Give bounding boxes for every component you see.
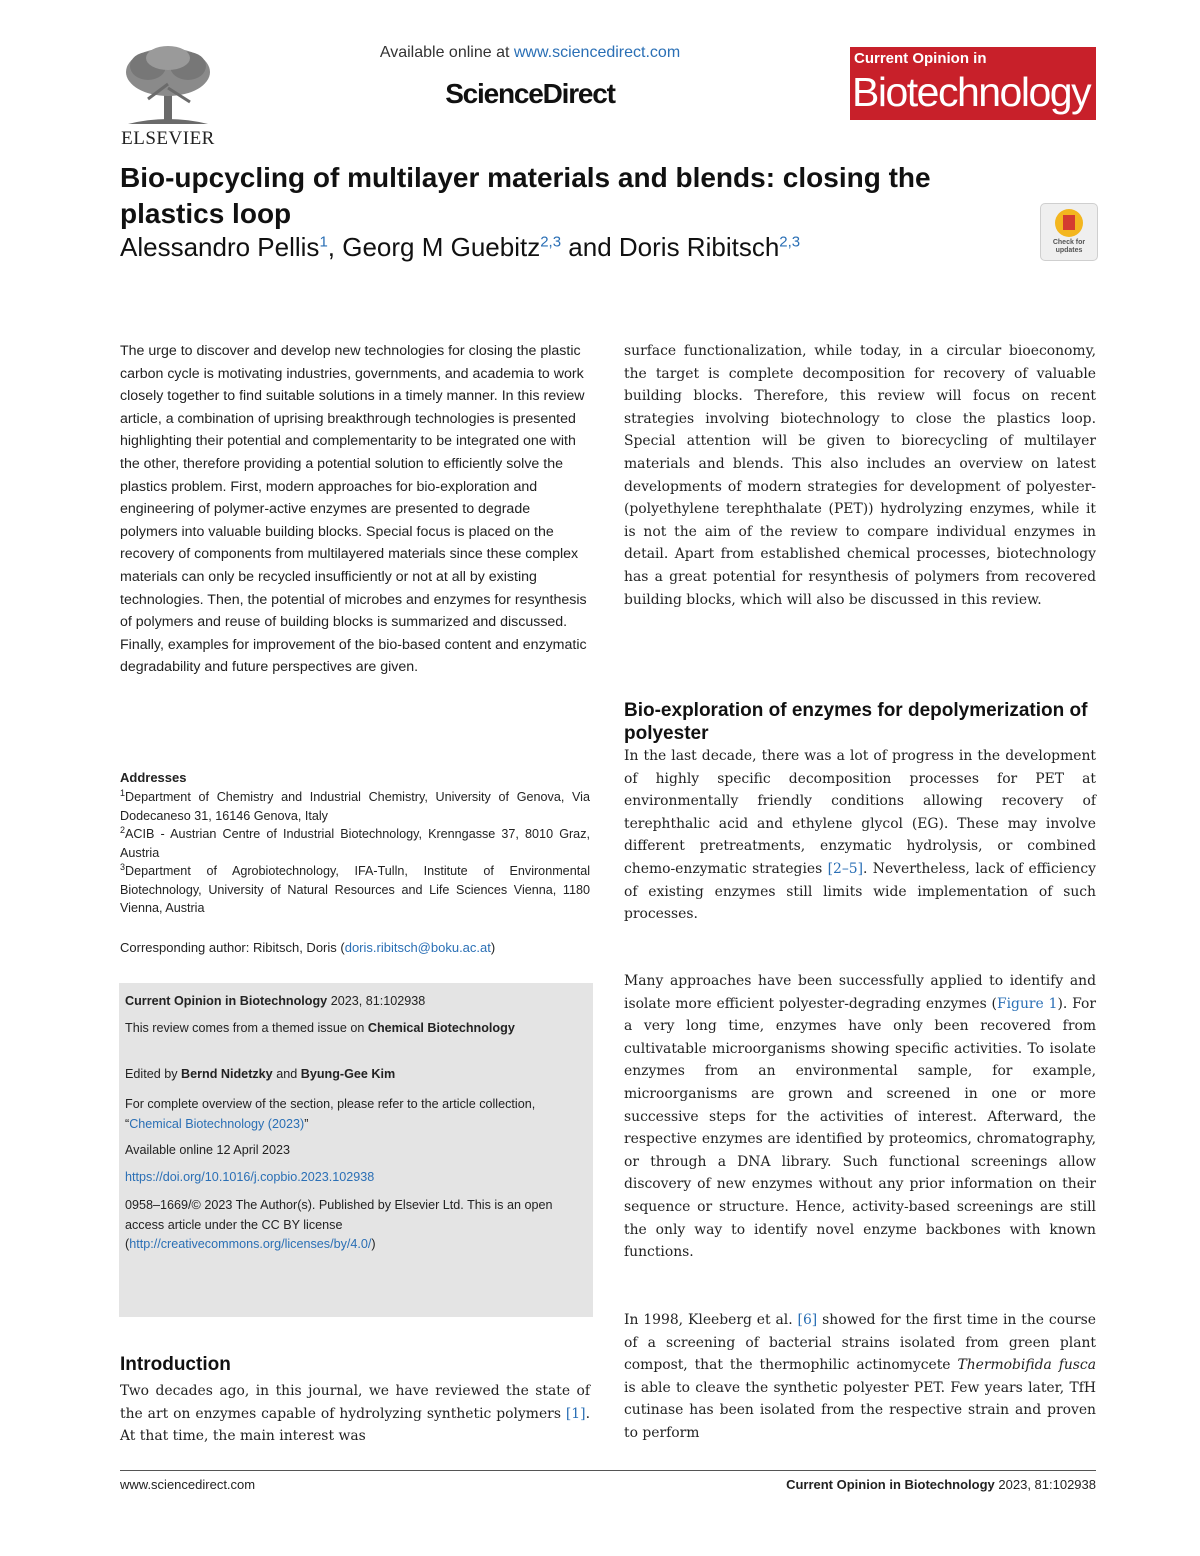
footer-website[interactable]: www.sciencedirect.com <box>120 1477 256 1492</box>
author-affiliation[interactable]: 1 <box>319 233 328 251</box>
info-journal-ref: 2023, 81:102938 <box>327 994 426 1008</box>
body-text: ). For a very long time, enzymes have only been recovered from cultivatable microorganisms showing specific activities. To isolate enzymes from an environmental sample, for example, microorganisms are grown and screened in one or more successive steps for the activities of interest. Afterward, the respective enzymes are identified by proteomics, chromatography, or through a DNA library. Such functional screenings allow discovery of new enzymes without any prior information on their sequence or structure. Hence, activity-based screenings are still the only way to identify novel enzyme backbones with known functions. <box>624 995 1096 1261</box>
reference-link[interactable]: [1] <box>565 1405 586 1422</box>
reference-link[interactable]: [2–5] <box>827 860 864 877</box>
info-overview <box>125 1095 583 1134</box>
address-item <box>120 862 590 918</box>
figure-link[interactable]: Figure 1 <box>996 995 1058 1012</box>
section-heading: Bio-exploration of enzymes for depolymerization of polyester <box>624 700 1088 744</box>
info-license-prefix: 0958–1669/© 2023 The Author(s). Published by Elsevier Ltd. This is an open access article under the CC BY license ( <box>125 1198 553 1251</box>
species-name: Thermobifida fusca <box>957 1357 1096 1374</box>
address-number: 3 <box>120 861 126 872</box>
info-editor: Bernd Nidetzky <box>181 1067 273 1081</box>
author-affiliation[interactable]: 2,3 <box>779 233 801 251</box>
address-text: Department of Agrobiotechnology, IFA-Tulln, Institute of Environmental Biotechnology, University of Natural Resources and Life Sciences Vienna, 1180 Vienna, Austria <box>120 864 590 915</box>
introduction-heading: Introduction <box>120 1354 231 1375</box>
check-for-updates-label: Check for updates <box>1052 239 1086 254</box>
info-editors <box>125 1065 583 1085</box>
corresponding-author <box>120 938 590 957</box>
available-prefix: Available online at <box>379 44 510 61</box>
address-text: Department of Chemistry and Industrial Chemistry, University of Genova, Via Dodecaneso 31, 16146 Genova, Italy <box>120 790 590 823</box>
info-themed-topic: Chemical Biotechnology <box>367 1021 515 1035</box>
author-affiliation[interactable]: 2,3 <box>540 233 562 251</box>
abstract: The urge to discover and develop new technologies for closing the plastic carbon cycle is motivating industries, governments, and academia to work closely together to find suitable solutions in a timely manner. In this review article, a combination of uprising breakthrough technologies is presented highlighting their potential and complementarity to be integrated one with the other, therefore providing a potential solution to efficiently solve the plastics problem. First, modern approaches for bio-exploration and engineering of polymer-active enzymes are presented to degrade polymers into valuable building blocks. Special focus is placed on the recovery of components from multilayered materials since these complex materials can only be recycled insufficiently or not at all by existing technologies. Then, the potential of microbes and enzymes for resynthesis of polymers and reuse of building blocks is summarized and discussed. Finally, examples for improvement of the bio-based content and enzymatic degradability and future perspectives are given. <box>120 343 587 676</box>
info-journal-name: Current Opinion in Biotechnology <box>125 994 328 1008</box>
sciencedirect-link[interactable]: www.sciencedirect.com <box>513 44 681 61</box>
collection-link[interactable]: Chemical Biotechnology (2023) <box>129 1116 305 1131</box>
body-paragraph <box>624 745 1096 926</box>
body-text: is able to cleave the synthetic polyester PET. Few years later, TfH cutinase has been isolated from the respective strain and proven to perform <box>624 1379 1096 1441</box>
info-journal <box>125 992 583 1012</box>
journal-logo-main: Biotechnology <box>852 69 1091 115</box>
body-text: Many approaches have been successfully applied to identify and isolate more efficient polyester-degrading enzymes ( <box>624 973 1096 1012</box>
body-paragraph <box>624 970 1096 1264</box>
corresponding-prefix: Corresponding author: Ribitsch, Doris ( <box>120 940 345 955</box>
body-text: In 1998, Kleeberg et al. <box>624 1312 798 1328</box>
info-doi <box>125 1168 583 1188</box>
author-name: Georg M Guebitz <box>342 232 541 262</box>
body-text: In the last decade, there was a lot of progress in the development of highly specific decomposition processes for PET at environmentally friendly conditions allowing recovery of terephthalic acid and ethylene glycol (EG). These may involve different pretreatments, enzymatic hydrolysis, or combined chemo-enzymatic strategies <box>624 748 1096 877</box>
reference-link[interactable]: [6] <box>797 1312 818 1328</box>
address-item <box>120 825 590 862</box>
license-link[interactable]: http://creativecommons.org/licenses/by/4.0/ <box>129 1237 372 1251</box>
corresponding-email-link[interactable]: doris.ribitsch@boku.ac.at <box>344 940 491 955</box>
info-overview-prefix: For complete overview of the section, please refer to the article collection, “ <box>125 1097 536 1131</box>
author-separator: and <box>561 232 619 262</box>
journal-logo-top: Current Opinion in <box>854 50 987 67</box>
info-license <box>125 1196 583 1255</box>
author-separator: , <box>327 232 343 262</box>
footer-divider <box>120 1470 1096 1471</box>
author-name: Alessandro Pellis <box>120 232 320 262</box>
body-paragraph <box>624 1309 1096 1445</box>
info-editor: Byung-Gee Kim <box>300 1067 396 1081</box>
info-license-suffix: ) <box>371 1237 376 1251</box>
article-title: Bio-upcycling of multilayer materials and blends: closing the plastics loop <box>120 162 931 229</box>
info-themed-prefix: This review comes from a themed issue on <box>125 1021 368 1035</box>
available-online <box>300 44 760 62</box>
author-list <box>120 230 1020 264</box>
address-text: ACIB - Austrian Centre of Industrial Biotechnology, Krenngasse 37, 8010 Graz, Austria <box>120 827 590 860</box>
address-number: 1 <box>120 787 126 798</box>
intro-text: Two decades ago, in this journal, we have reviewed the state of the art on enzymes capable of hydrolyzing synthetic polymers <box>120 1383 590 1422</box>
footer-journal: Current Opinion in Biotechnology <box>786 1477 995 1492</box>
footer-citation <box>786 1477 1096 1492</box>
elsevier-wordmark: ELSEVIER <box>121 128 215 149</box>
body-text: . Nevertheless, lack of efficiency of existing enzymes still limits wide implementation of such processes. <box>624 860 1096 923</box>
body-paragraph: surface functionalization, while today, in a circular bioeconomy, the target is complete decomposition for recovery of valuable building blocks. Therefore, this review will focus on recent strategies involving biotechnology to close the plastics loop. Special attention will be given to biorecycling of multilayer materials and blends. This also includes an overview on latest developments of modern strategies for development of polyester-(polyethylene terephthalate (PET)) hydrolyzing enzymes, while it is not the aim of the review to compare individual enzymes in detail. Apart from established chemical processes, biotechnology has a great potential for resynthesis of polymers from recovered building blocks, which will also be discussed in this review. <box>624 343 1096 608</box>
check-for-updates-button[interactable] <box>1040 203 1098 261</box>
intro-text: . At that time, the main interest was <box>120 1405 590 1445</box>
introduction-paragraph <box>120 1380 590 1448</box>
journal-logo <box>850 47 1096 120</box>
info-available-online: Available online 12 April 2023 <box>125 1143 291 1157</box>
info-edited-prefix: Edited by <box>125 1067 182 1081</box>
info-overview-suffix: ” <box>304 1116 309 1131</box>
info-edited-and: and <box>272 1067 301 1081</box>
corresponding-suffix: ) <box>490 940 496 955</box>
bookmark-icon <box>1063 215 1075 230</box>
address-item <box>120 788 590 825</box>
footer-ref: 2023, 81:102938 <box>994 1477 1096 1492</box>
article-info-box <box>119 983 593 1317</box>
sciencedirect-brand: ScienceDirect <box>445 78 615 109</box>
author-name: Doris Ribitsch <box>618 232 780 262</box>
doi-link[interactable]: https://doi.org/10.1016/j.copbio.2023.102938 <box>125 1170 375 1184</box>
body-text: showed for the first time in the course of a screening of bacterial strains isolated from green plant compost, that the thermophilic actinomycete <box>624 1312 1097 1374</box>
addresses-heading: Addresses <box>120 770 187 785</box>
address-number: 2 <box>120 824 126 835</box>
info-themed-issue <box>125 1019 583 1039</box>
